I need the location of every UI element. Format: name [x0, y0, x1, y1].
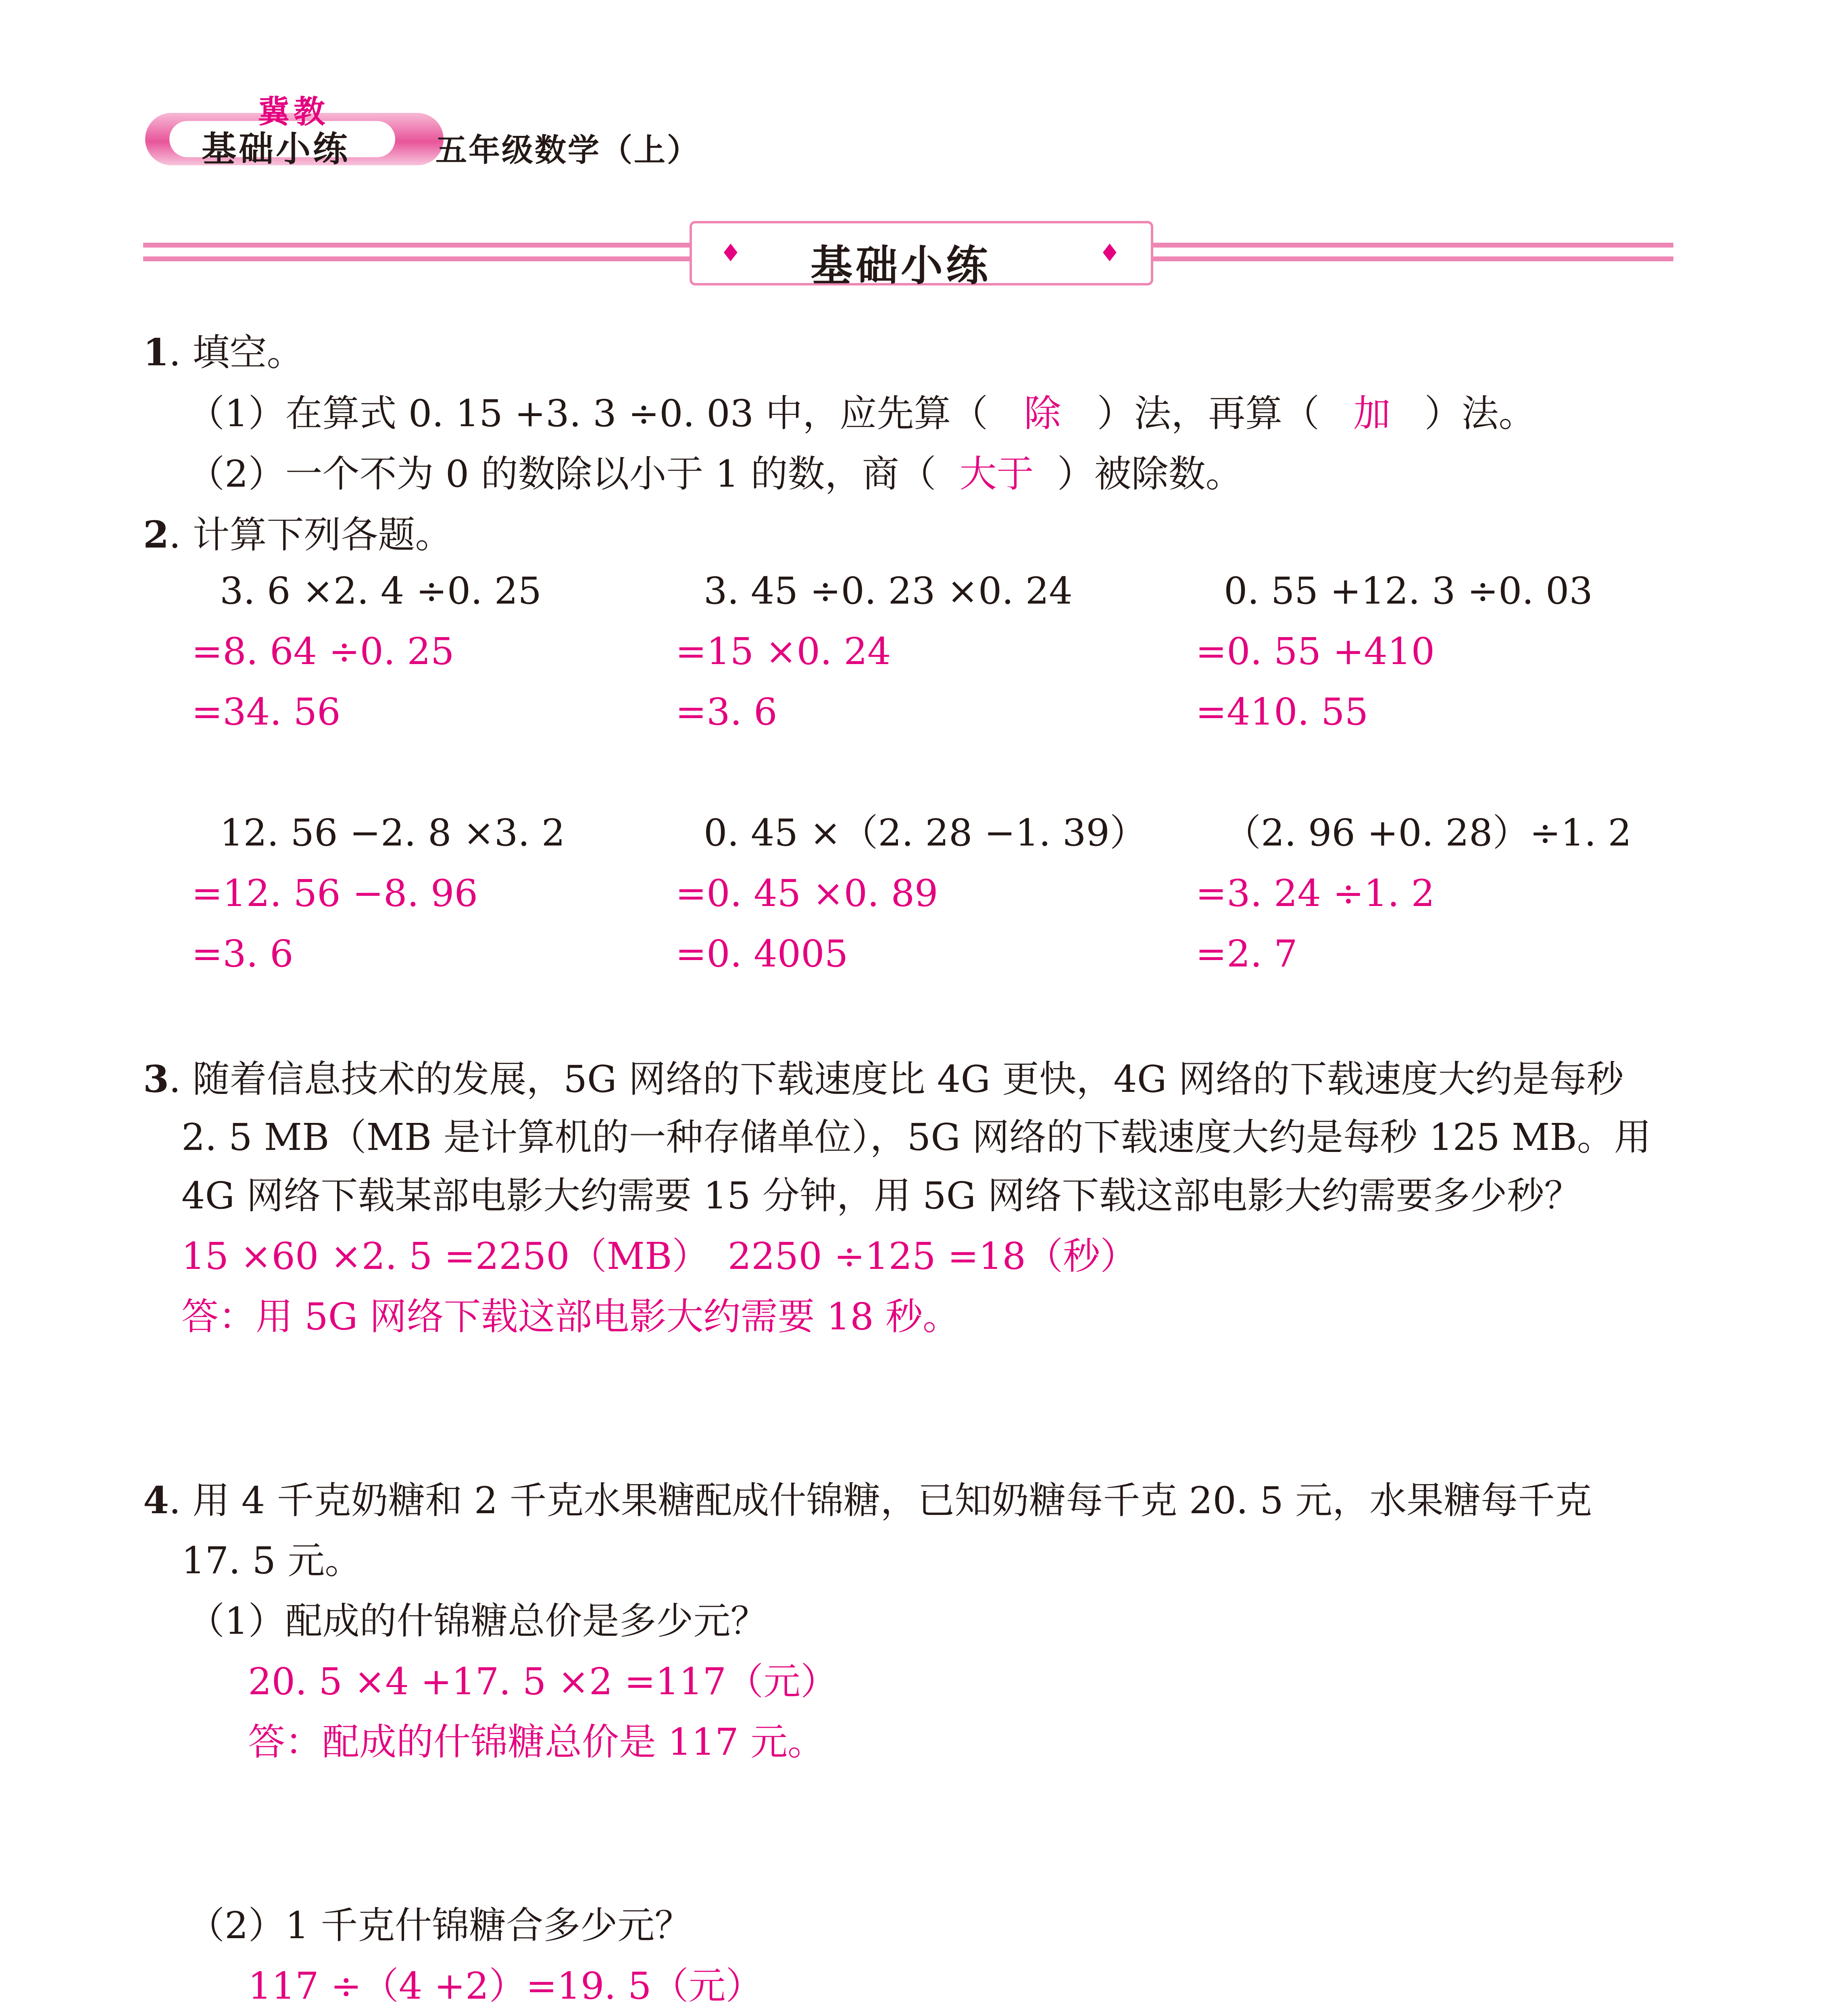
calc-result: =3. 6 [675, 690, 777, 733]
q3-calculation: 15 ×60 ×2. 5 =2250（MB） 2250 ÷125 =18（秒） [181, 1235, 1138, 1278]
section-title: 基础小练 [810, 241, 992, 290]
calc-expression: 3. 45 ÷0. 23 ×0. 24 [704, 569, 1073, 612]
q1-answer-2: 加 [1353, 392, 1391, 435]
banner-stripe-right-top [1153, 243, 1673, 248]
q4-part1-question: （1）配成的什锦糖总价是多少元？ [188, 1599, 768, 1643]
q2-title: . 计算下列各题。 [169, 513, 452, 556]
q1-heading [143, 331, 304, 374]
q3-number: 3 [143, 1057, 169, 1101]
q2-heading [143, 513, 452, 556]
calc-result: =2. 7 [1196, 932, 1298, 975]
calc-step: =0. 45 ×0. 89 [675, 872, 938, 915]
q1-part1-text-b: ）法，再算（ [1097, 392, 1320, 435]
brand-name: 基础小练 [202, 129, 350, 169]
q1-number: 1 [143, 331, 169, 374]
calc-result: =3. 6 [192, 932, 294, 975]
calc-expression: 0. 55 +12. 3 ÷0. 03 [1224, 569, 1593, 612]
q1-part2-text-b: ）被除数。 [1057, 452, 1243, 496]
q4-number: 4 [143, 1479, 169, 1522]
calc-result: =410. 55 [1196, 690, 1369, 733]
calc-step: =8. 64 ÷0. 25 [192, 630, 454, 673]
q3-line-2: 2. 5 MB（MB 是计算机的一种存储单位），5G 网络的下载速度大约是每秒 125 MB。用 [181, 1116, 1651, 1159]
calc-step: =3. 24 ÷1. 2 [1196, 872, 1435, 915]
brand-series: 冀教 [258, 94, 329, 130]
q1-part2 [188, 452, 1243, 496]
q1-part1-text-c: ）法。 [1424, 392, 1536, 435]
calc-expression: 3. 6 ×2. 4 ÷0. 25 [220, 569, 542, 612]
q4-part2-question: （2）1 千克什锦糖合多少元？ [188, 1904, 692, 1947]
calc-expression: 0. 45 ×（2. 28 −1. 39） [704, 811, 1147, 854]
q2-number: 2 [143, 513, 169, 556]
q4-line-1 [143, 1479, 1592, 1522]
q4-part1-answer: 答：配成的什锦糖总价是 117 元。 [248, 1720, 825, 1764]
calc-expression: （2. 96 +0. 28）÷1. 2 [1224, 811, 1632, 854]
q4-part1-calculation: 20. 5 ×4 +17. 5 ×2 =117（元） [248, 1660, 838, 1703]
q1-part1-text-a: （1）在算式 0. 15 +3. 3 ÷0. 03 中，应先算（ [188, 392, 988, 435]
q1-part2-text-a: （2）一个不为 0 的数除以小于 1 的数，商（ [188, 452, 936, 496]
q1-part1 [188, 392, 1536, 435]
calc-result: =34. 56 [192, 690, 341, 733]
q3-line-1 [143, 1057, 1624, 1101]
q1-answer-1: 除 [1024, 392, 1061, 435]
calc-step: =15 ×0. 24 [675, 630, 891, 673]
q4-line-2: 17. 5 元。 [181, 1539, 362, 1582]
banner-stripe-left-bottom [143, 256, 690, 261]
q4-part2-calculation: 117 ÷（4 +2）=19. 5（元） [248, 1964, 763, 2008]
q1-answer-3: 大于 [959, 452, 1034, 496]
q3-text-1: . 随着信息技术的发展，5G 网络的下载速度比 4G 更快，4G 网络的下载速度大约是每秒 [169, 1058, 1624, 1101]
q4-text-1: . 用 4 千克奶糖和 2 千克水果糖配成什锦糖，已知奶糖每千克 20. 5 元，水果糖每千克 [169, 1479, 1592, 1522]
calc-result: =0. 4005 [675, 932, 848, 975]
banner-stripe-right-bottom [1153, 256, 1673, 261]
calc-expression: 12. 56 −2. 8 ×3. 2 [220, 811, 565, 854]
banner-stripe-left-top [143, 243, 690, 248]
diamond-icon: ♦ [1099, 239, 1121, 267]
calc-step: =0. 55 +410 [1196, 630, 1435, 673]
q1-title: . 填空。 [169, 331, 304, 374]
diamond-icon: ♦ [720, 239, 742, 267]
q3-answer: 答：用 5G 网络下载这部电影大约需要 18 秒。 [181, 1295, 960, 1338]
book-title: 五年级数学（上） [435, 132, 700, 169]
q3-line-3: 4G 网络下载某部电影大约需要 15 分钟，用 5G 网络下载这部电影大约需要多少秒？ [181, 1174, 1581, 1217]
calc-step: =12. 56 −8. 96 [192, 872, 478, 915]
